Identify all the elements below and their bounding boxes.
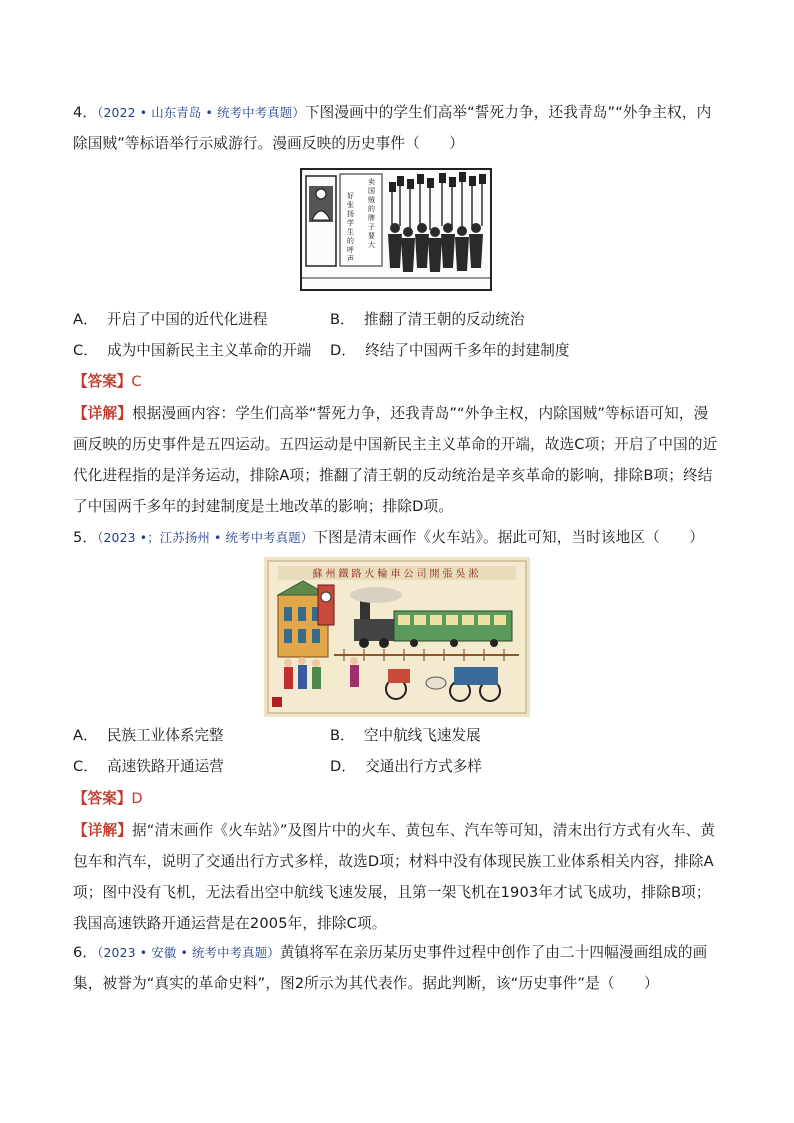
svg-text:牌: 牌	[368, 214, 375, 222]
option-a: A． 开启了中国的近代化进程	[73, 311, 268, 328]
answer-label: 【答案】	[73, 790, 132, 807]
detail-label: 【详解】	[73, 405, 132, 422]
svg-text:好: 好	[347, 192, 354, 200]
question-source: （2022 • 山东青岛 • 统考中考真题）	[97, 105, 305, 120]
option-b: B． 推翻了清王朝的反动统治	[330, 311, 525, 328]
painting-title: 蘇州鐵路火輪車公司開張吳淞	[312, 569, 482, 580]
answer-value: D	[131, 790, 143, 807]
question-number: 6．	[73, 944, 98, 961]
question-text: 黄镇将军在亲历某历史事件过程中创作了由二十四幅漫画组成的画集，被誉为“真实的革命史料”，图2所示为其代表作。据此判断，该“历史事件”是（ ）	[73, 944, 708, 992]
svg-text:扬: 扬	[347, 210, 354, 218]
answer-label: 【答案】	[73, 373, 132, 390]
svg-text:的: 的	[368, 205, 375, 213]
option-d: D． 交通出行方式多样	[330, 758, 482, 775]
option-c: C． 高速铁路开通运营	[73, 758, 224, 775]
svg-text:要: 要	[368, 232, 375, 240]
answer-line	[73, 372, 142, 392]
detail-text: 据“清末画作《火车站》”及图片中的火车、黄包车、汽车等可知，清末出行方式有火车、黄包车和汽车，说明了交通出行方式多样，故选D项；材料中没有体现民族工业体系相关内容，排除A项；图中没有飞机，无法看出空中航线飞速发展，且第一架飞机在1903年才试飞成功，排除B项；我国高速铁路开通运营是在2005年，排除C项。	[73, 822, 716, 932]
svg-text:呼: 呼	[347, 246, 354, 254]
svg-text:贼: 贼	[368, 196, 375, 204]
question-source: （2023 • 安徽 • 统考中考真题）	[97, 945, 280, 960]
question-5-painting-figure	[264, 557, 530, 717]
detail-label: 【详解】	[73, 822, 132, 839]
question-5-stem	[73, 522, 723, 553]
option-d: D． 终结了中国两千多年的封建制度	[330, 342, 570, 359]
svg-text:国: 国	[368, 187, 375, 195]
detail-text: 根据漫画内容：学生们高举“誓死力争，还我青岛”“外争主权，内除国贼”等标语可知，漫画反映的历史事件是五四运动。五四运动是中国新民主主义革命的开端，故选C项；开启了中国的近代化进程指的是洋务运动，排除A项；推翻了清王朝的反动统治是辛亥革命的影响，排除B项；终结了中国两千多年的封建制度是土地改革的影响；排除D项。	[73, 405, 718, 515]
question-text: 下图漫画中的学生们高举“誓死力争，还我青岛”“外争主权，内除国贼”等标语举行示威游行。漫画反映的历史事件（ ）	[73, 104, 712, 152]
question-text: 下图是清末画作《火车站》。据此可知，当时该地区（ ）	[313, 529, 705, 546]
question-number: 5．	[73, 529, 98, 546]
question-4-comic-figure	[300, 168, 492, 291]
detail-paragraph	[73, 398, 723, 522]
svg-text:生: 生	[347, 228, 354, 236]
option-a: A． 民族工业体系完整	[73, 727, 224, 744]
svg-text:张: 张	[347, 201, 354, 209]
question-source: （2023 •；江苏扬州 • 统考中考真题）	[97, 530, 314, 545]
svg-text:卖: 卖	[368, 178, 375, 186]
svg-text:声: 声	[347, 255, 354, 263]
answer-value: C	[131, 373, 142, 390]
option-b: B． 空中航线飞速发展	[330, 727, 481, 744]
svg-text:的: 的	[347, 237, 354, 245]
option-c: C． 成为中国新民主主义革命的开端	[73, 342, 312, 359]
question-6-stem	[73, 937, 723, 999]
answer-line	[73, 789, 143, 809]
svg-text:大: 大	[368, 241, 375, 249]
svg-text:学: 学	[347, 219, 354, 227]
question-number: 4．	[73, 104, 98, 121]
question-4-stem	[73, 97, 723, 159]
svg-text:子: 子	[368, 223, 375, 231]
detail-paragraph	[73, 815, 723, 939]
